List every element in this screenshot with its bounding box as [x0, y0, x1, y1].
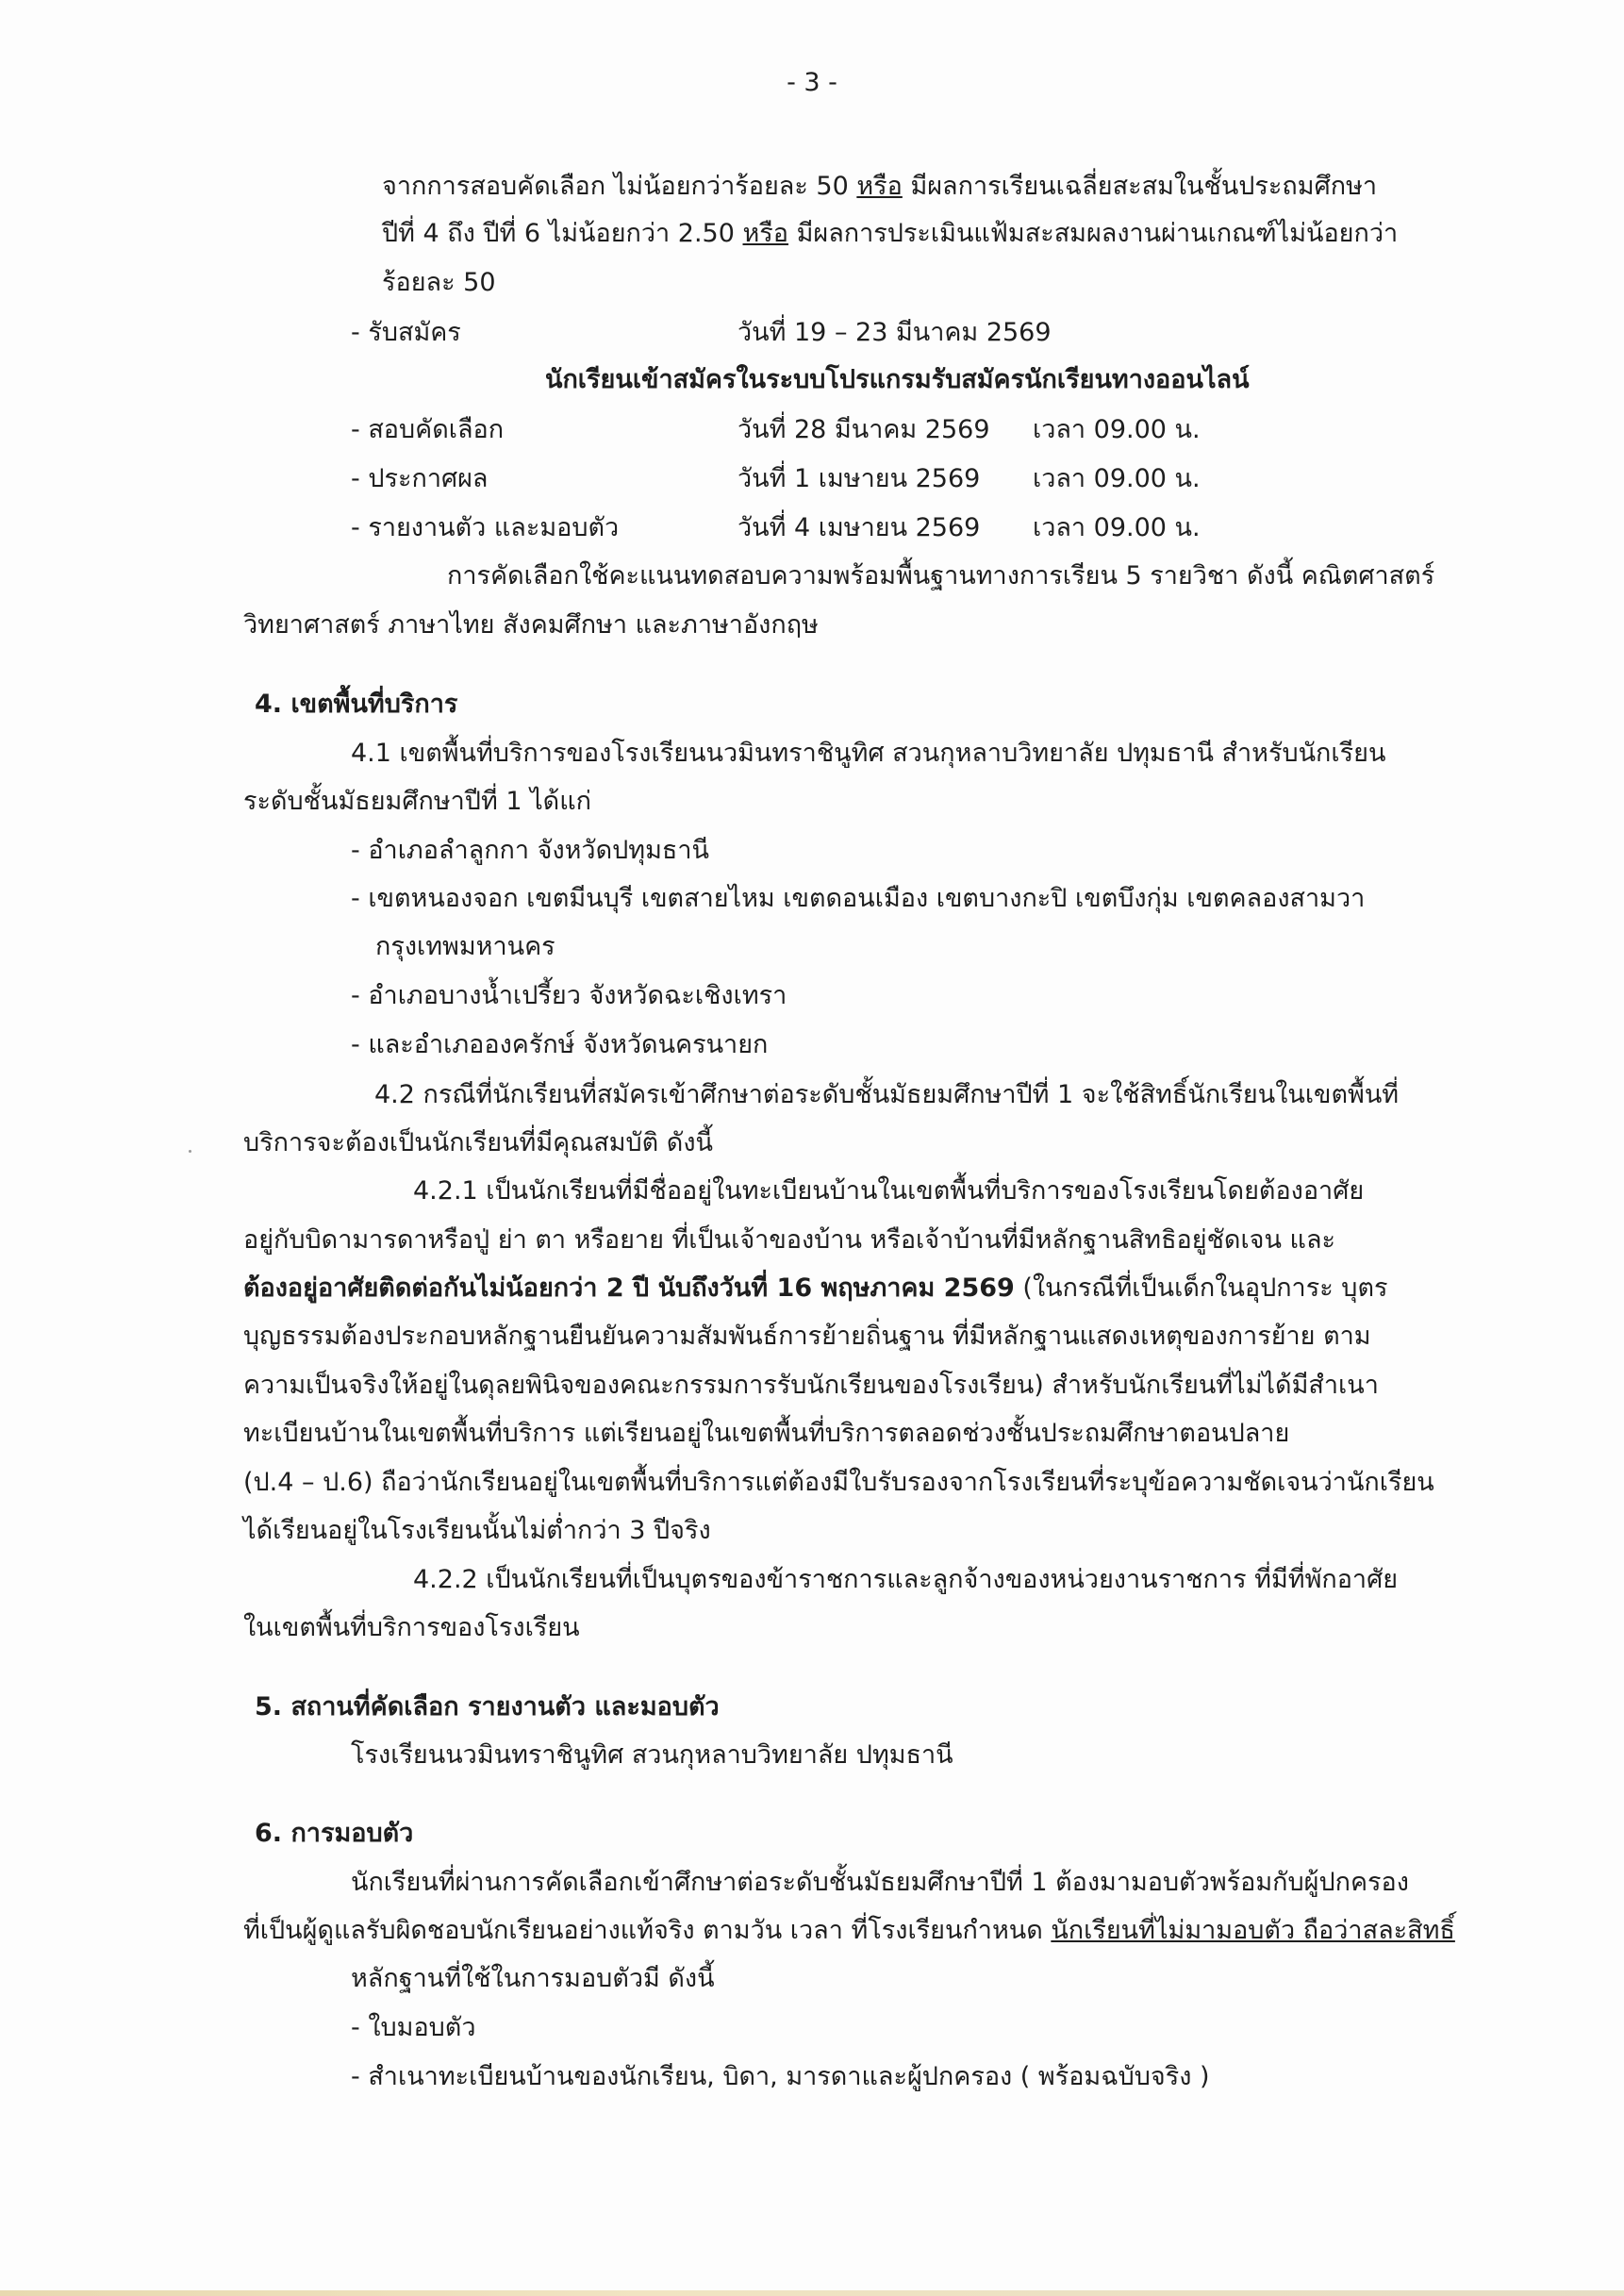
or-keyword: หรือ [742, 219, 789, 248]
schedule-result-date: วันที่ 1 เมษายน 2569 [737, 464, 981, 493]
schedule-apply-label: - รับสมัคร [351, 318, 461, 347]
area-item: - อำเภอบางน้ำเปรี้ยว จังหวัดฉะเชิงเทรา [351, 981, 787, 1010]
section-4-2-2-line-2: ในเขตพื้นที่บริการของโรงเรียน [243, 1613, 580, 1642]
section-6-heading: 6. การมอบตัว [255, 1819, 414, 1848]
schedule-report-label: - รายงานตัว และมอบตัว [351, 513, 620, 542]
criteria-line-2: วิทยาศาสตร์ ภาษาไทย สังคมศึกษา และภาษาอังกฤษ [243, 610, 819, 640]
intro-line-1: จากการสอบคัดเลือก ไม่น้อยกว่าร้อยละ 50 หรือ มีผลการเรียนเฉลี่ยสะสมในชั้นประถมศึกษา [382, 172, 1378, 201]
section-4-2-1-line-3: ต้องอยู่อาศัยติดต่อกันไม่น้อยกว่า 2 ปี นับถึงวันที่ 16 พฤษภาคม 2569 (ในกรณีที่เป็นเด็กในอุปการะ บุตร [243, 1273, 1388, 1303]
schedule-report-date: วันที่ 4 เมษายน 2569 [737, 513, 981, 542]
schedule-exam-date: วันที่ 28 มีนาคม 2569 [737, 415, 990, 444]
area-item: - เขตหนองจอก เขตมีนบุรี เขตสายไหม เขตดอนเมือง เขตบางกะปิ เขตบึงกุ่ม เขตคลองสามวา [351, 884, 1366, 913]
document-item: - ใบมอบตัว [351, 2013, 476, 2042]
schedule-result-label: - ประกาศผล [351, 464, 489, 493]
section-5-text: โรงเรียนนวมินทราชินูทิศ สวนกุหลาบวิทยาลัย ปทุมธานี [351, 1740, 953, 1770]
section-4-2-1-line-8: ได้เรียนอยู่ในโรงเรียนนั้นไม่ต่ำกว่า 3 ปีจริง [243, 1516, 711, 1545]
section-6-line-1: นักเรียนที่ผ่านการคัดเลือกเข้าศึกษาต่อระดับชั้นมัธยมศึกษาปีที่ 1 ต้องมามอบตัวพร้อมกับผู้ปกครอง [351, 1868, 1409, 1897]
residency-requirement: ต้องอยู่อาศัยติดต่อกันไม่น้อยกว่า 2 ปี นับถึงวันที่ 16 พฤษภาคม 2569 [243, 1273, 1015, 1303]
section-6-line-2: ที่เป็นผู้ดูแลรับผิดชอบนักเรียนอย่างแท้จริง ตามวัน เวลา ที่โรงเรียนกำหนด นักเรียนที่ไม่มามอบตัว ถือว่าสละสิทธิ์ [243, 1916, 1455, 1945]
area-item: - และอำเภอองครักษ์ จังหวัดนครนายก [351, 1030, 769, 1059]
intro-line-3: ร้อยละ 50 [382, 268, 496, 297]
schedule-report-time: เวลา 09.00 น. [1033, 513, 1201, 542]
section-4-2-2-line-1: 4.2.2 เป็นนักเรียนที่เป็นบุตรของข้าราชการและลูกจ้างของหน่วยงานราชการ ที่มีที่พักอาศัย [413, 1565, 1399, 1594]
section-6-line-3: หลักฐานที่ใช้ในการมอบตัวมี ดังนี้ [351, 1964, 715, 1993]
document-item: - สำเนาทะเบียนบ้านของนักเรียน, บิดา, มารดาและผู้ปกครอง ( พร้อมฉบับจริง ) [351, 2062, 1210, 2091]
scan-edge [0, 2290, 1624, 2296]
section-4-1-line-2: ระดับชั้นมัธยมศึกษาปีที่ 1 ได้แก่ [243, 787, 591, 816]
schedule-apply-date: วันที่ 19 – 23 มีนาคม 2569 [737, 318, 1052, 347]
section-4-1-line-1: 4.1 เขตพื้นที่บริการของโรงเรียนนวมินทราชินูทิศ สวนกุหลาบวิทยาลัย ปทุมธานี สำหรับนักเรียน [351, 739, 1386, 768]
schedule-exam-label: - สอบคัดเลือก [351, 415, 505, 444]
intro-line-2: ปีที่ 4 ถึง ปีที่ 6 ไม่น้อยกว่า 2.50 หรือ มีผลการประเมินแฟ้มสะสมผลงานผ่านเกณฑ์ไม่น้อยกว่า [382, 219, 1399, 248]
section-4-2-1-line-1: 4.2.1 เป็นนักเรียนที่มีชื่ออยู่ในทะเบียนบ้านในเขตพื้นที่บริการของโรงเรียนโดยต้องอาศัย [413, 1176, 1365, 1206]
or-keyword: หรือ [856, 172, 903, 201]
section-4-2-line-1: 4.2 กรณีที่นักเรียนที่สมัครเข้าศึกษาต่อระดับชั้นมัธยมศึกษาปีที่ 1 จะใช้สิทธิ์นักเรียนในเขตพื้นที่ [374, 1080, 1400, 1109]
section-5-heading: 5. สถานที่คัดเลือก รายงานตัว และมอบตัว [255, 1692, 720, 1722]
schedule-exam-time: เวลา 09.00 น. [1033, 415, 1201, 444]
area-item-continued: กรุงเทพมหานคร [375, 932, 555, 961]
page-number: - 3 - [787, 68, 837, 97]
schedule-result-time: เวลา 09.00 น. [1033, 464, 1201, 493]
section-4-2-1-line-7: (ป.4 – ป.6) ถือว่านักเรียนอยู่ในเขตพื้นที่บริการแต่ต้องมีใบรับรองจากโรงเรียนที่ระบุข้อความชัดเจนว่านักเรียน [243, 1468, 1434, 1497]
section-4-2-1-line-4: บุญธรรมต้องประกอบหลักฐานยืนยันความสัมพันธ์การย้ายถิ่นฐาน ที่มีหลักฐานแสดงเหตุของการย้าย ตาม [243, 1322, 1371, 1351]
section-4-2-1-line-5: ความเป็นจริงให้อยู่ในดุลยพินิจของคณะกรรมการรับนักเรียนของโรงเรียน) สำหรับนักเรียนที่ไม่ได้มีสำเนา [243, 1371, 1379, 1400]
section-4-heading: 4. เขตพื้นที่บริการ [255, 690, 458, 719]
forfeit-notice: นักเรียนที่ไม่มามอบตัว ถือว่าสละสิทธิ์ [1051, 1916, 1455, 1945]
area-item: - อำเภอลำลูกกา จังหวัดปทุมธานี [351, 836, 709, 865]
schedule-online-note: นักเรียนเข้าสมัครในระบบโปรแกรมรับสมัครนักเรียนทางออนไลน์ [545, 365, 1250, 394]
scan-speck [189, 1150, 191, 1153]
section-4-2-line-2: บริการจะต้องเป็นนักเรียนที่มีคุณสมบัติ ดังนี้ [243, 1128, 713, 1157]
criteria-line-1: การคัดเลือกใช้คะแนนทดสอบความพร้อมพื้นฐานทางการเรียน 5 รายวิชา ดังนี้ คณิตศาสตร์ [447, 561, 1435, 591]
section-4-2-1-line-2: อยู่กับบิดามารดาหรือปู่ ย่า ตา หรือยาย ที่เป็นเจ้าของบ้าน หรือเจ้าบ้านที่มีหลักฐานสิทธิอยู่ชัดเจน และ [243, 1225, 1335, 1255]
section-4-2-1-line-6: ทะเบียนบ้านในเขตพื้นที่บริการ แต่เรียนอยู่ในเขตพื้นที่บริการตลอดช่วงชั้นประถมศึกษาตอนปลาย [243, 1419, 1290, 1448]
